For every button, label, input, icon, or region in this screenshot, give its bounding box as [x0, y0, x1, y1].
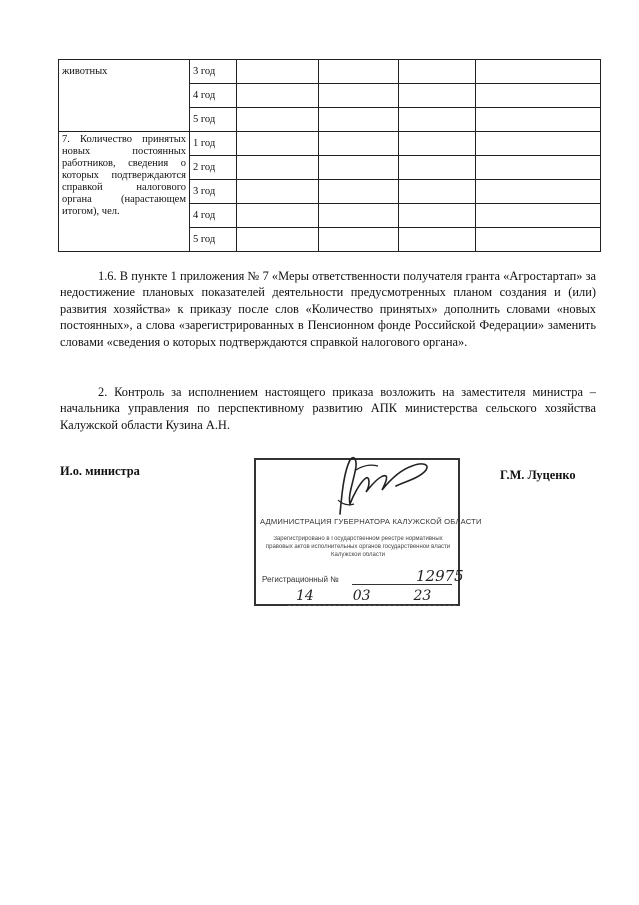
value-cell: [399, 228, 476, 252]
value-cell: [237, 108, 319, 132]
value-cell: [399, 132, 476, 156]
value-cell: [237, 156, 319, 180]
table-row: [59, 60, 601, 84]
signatory-position: И.о. министра: [60, 464, 140, 478]
indicator-cell: 7. Количество принятых новых постоянных работников, сведения о которых подтверждаются справкой налогового органа (нарастающем итогом), чел.: [59, 132, 190, 252]
paragraph-text: 1.6. В пункте 1 приложения № 7 «Меры ответственности получателя гранта «Агростартап» за недостижение плановых показателей деятельности предусмотренных планом создания и (или) развития хозяйства» к приказу после слов «Количество принятых» дополнить словами «новых постоянных», а слова «зарегистрированных в Пенсионном фонде Российской Федерации» заменить словами «сведения о которых подтверждаются справкой налогового органа».: [60, 269, 596, 349]
value-cell: [476, 84, 601, 108]
value-cell: [476, 228, 601, 252]
value-cell: [237, 228, 319, 252]
value-cell: [476, 180, 601, 204]
value-cell: [476, 204, 601, 228]
stamp-date-year: 23: [413, 588, 432, 604]
stamp-date-day: 14: [296, 588, 314, 604]
stamp-divider: [288, 605, 456, 606]
value-cell: [237, 84, 319, 108]
value-cell: [476, 108, 601, 132]
stamp-reg-label: Регистрационный №: [262, 575, 339, 584]
value-cell: [399, 204, 476, 228]
value-cell: [319, 204, 399, 228]
value-cell: [476, 132, 601, 156]
stamp-date-month: 03: [352, 588, 371, 604]
stamp-line: Зарегистрировано в Государственном реестре нормативных: [273, 536, 443, 542]
stamp-date: [296, 588, 456, 604]
table-row: [59, 132, 601, 156]
year-cell: 5 год: [190, 108, 237, 132]
value-cell: [476, 156, 601, 180]
value-cell: [319, 228, 399, 252]
paragraph-1-6: [60, 268, 596, 350]
stamp-divider: [352, 584, 452, 585]
paragraph-2: [60, 384, 596, 433]
value-cell: [399, 108, 476, 132]
stamp-title: АДМИНИСТРАЦИЯ ГУБЕРНАТОРА КАЛУЖСКОЙ ОБЛАСТИ: [260, 517, 482, 526]
year-cell: 1 год: [190, 132, 237, 156]
value-cell: [476, 60, 601, 84]
year-cell: 4 год: [190, 84, 237, 108]
year-cell: 3 год: [190, 60, 237, 84]
value-cell: [319, 156, 399, 180]
stamp-line: правовых актов исполнительных органов государственной власти: [265, 544, 451, 550]
signatory-name: Г.М. Луценко: [500, 468, 576, 482]
value-cell: [399, 180, 476, 204]
paragraph-text: 2. Контроль за исполнением настоящего приказа возложить на заместителя министра – начальника управления по перспективному развитию АПК министерства сельского хозяйства Калужской области Кузина А.Н.: [60, 385, 596, 432]
value-cell: [237, 204, 319, 228]
value-cell: [237, 60, 319, 84]
year-cell: 3 год: [190, 180, 237, 204]
handwritten-signature-icon: [300, 452, 450, 522]
year-cell: 5 год: [190, 228, 237, 252]
indicators-table: [58, 59, 601, 252]
stamp-reg-number: 12975: [416, 567, 464, 585]
value-cell: [399, 60, 476, 84]
year-cell: 4 год: [190, 204, 237, 228]
value-cell: [319, 108, 399, 132]
value-cell: [319, 180, 399, 204]
value-cell: [319, 84, 399, 108]
indicator-cell: животных: [59, 60, 190, 132]
value-cell: [237, 132, 319, 156]
value-cell: [319, 132, 399, 156]
year-cell: 2 год: [190, 156, 237, 180]
value-cell: [319, 60, 399, 84]
value-cell: [399, 84, 476, 108]
value-cell: [237, 180, 319, 204]
value-cell: [399, 156, 476, 180]
stamp-line: Калужской области: [331, 552, 385, 558]
